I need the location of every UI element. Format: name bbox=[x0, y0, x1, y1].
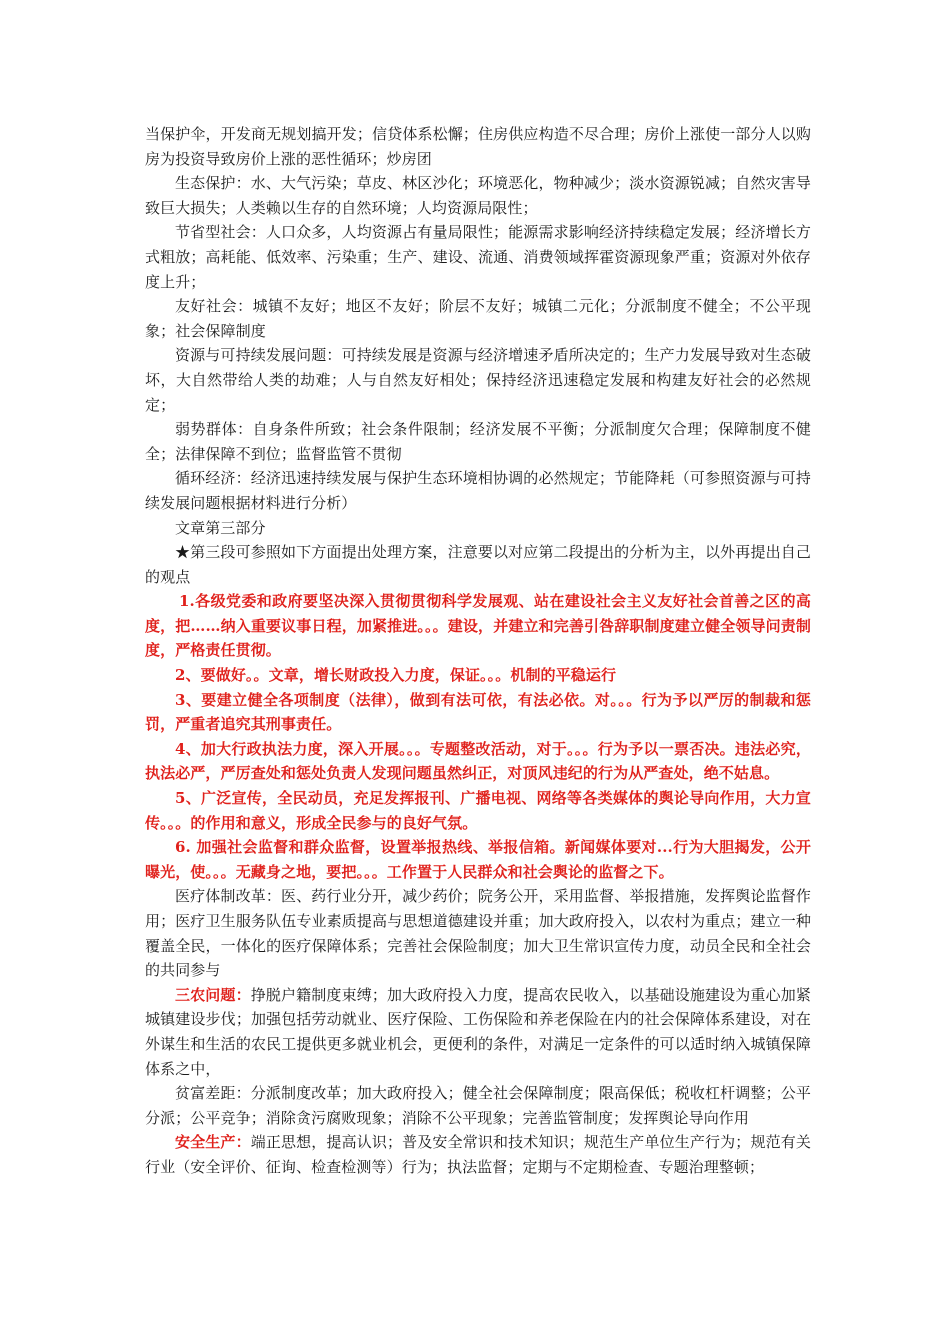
paragraph-work-safety bbox=[145, 1130, 811, 1179]
section-heading-part-three: 文章第三部分 bbox=[175, 518, 266, 537]
label-three-rural: 三农问题： bbox=[175, 985, 251, 1004]
label-work-safety: 安全生产： bbox=[175, 1133, 251, 1152]
paragraph-ecology: 生态保护：水、大气污染；草皮、林区沙化；环境恶化，物种减少；淡水资源锐减；自然灾害导致巨大损失；人类赖以生存的自然环境；人均资源局限性； bbox=[145, 174, 811, 217]
paragraph-housing-continued: 当保护伞，开发商无规划搞开发；信贷体系松懈；住房供应构造不尽合理；房价上涨使一部分人以购房为投资导致房价上涨的恶性循环；炒房团 bbox=[145, 125, 811, 168]
paragraph-friendly-society: 友好社会：城镇不友好；地区不友好；阶层不友好；城镇二元化；分派制度不健全；不公平现象；社会保障制度 bbox=[145, 297, 811, 340]
paragraph-medical-reform: 医疗体制改革：医、药行业分开，减少药价；院务公开，采用监督、举报措施，发挥舆论监督作用；医疗卫生服务队伍专业素质提高与思想道德建设并重；加大政府投入，以农村为重点；建立一种覆盖全民，一体化的医疗保障体系；完善社会保险制度；加大卫生常识宣传力度，动员全民和全社会的共同参与 bbox=[145, 887, 811, 980]
red-point-5: 5、广泛宣传，全民动员，充足发挥报刊、广播电视、网络等各类媒体的舆论导向作用，大力宣传。。。的作用和意义，形成全民参与的良好气氛。 bbox=[145, 789, 811, 832]
text-three-rural: 挣脱户籍制度束缚；加大政府投入力度，提高农民收入，以基础设施建设为重心加紧城镇建设步伐；加强包括劳动就业、医疗保险、工伤保险和养老保险在内的社会保障体系建设，对在外谋生和生活的农民工提供更多就业机会，更便利的条件，对满足一定条件的可以适时纳入城镇保障体系之中， bbox=[145, 985, 811, 1078]
paragraph-wealth-gap: 贫富差距：分派制度改革；加大政府投入；健全社会保障制度；限高保低；税收杠杆调整；公平分派；公平竞争；消除贪污腐败现象；消除不公平现象；完善监管制度；发挥舆论导向作用 bbox=[145, 1084, 811, 1127]
paragraph-three-rural bbox=[145, 983, 811, 1081]
paragraph-circular-economy: 循环经济：经济迅速持续发展与保护生态环境相协调的必然规定；节能降耗（可参照资源与可持续发展问题根据材料进行分析） bbox=[145, 469, 811, 512]
red-point-1: 1.各级党委和政府要坚决深入贯彻贯彻科学发展观、站在建设社会主义友好社会首善之区的高度，把……纳入重要议事日程，加紧推进。。。建设，并建立和完善引咎辞职制度建立健全领导问责制度，严格责任贯彻。 bbox=[145, 592, 811, 660]
text-work-safety: 端正思想，提高认识；普及安全常识和技术知识；规范生产单位生产行为；规范有关行业（安全评价、征询、检查检测等）行为；执法监督；定期与不定期检查、专题治理整顿； bbox=[145, 1133, 811, 1176]
paragraph-sustainable-development: 资源与可持续发展问题：可持续发展是资源与经济增速矛盾所决定的；生产力发展导致对生态破坏，大自然带给人类的劫难；人与自然友好相处；保持经济迅速稳定发展和构建友好社会的必然规定； bbox=[145, 346, 811, 414]
paragraph-saving-society: 节省型社会：人口众多，人均资源占有量局限性；能源需求影响经济持续稳定发展；经济增长方式粗放；高耗能、低效率、污染重；生产、建设、流通、消费领域挥霍资源现象严重；资源对外依存度上升； bbox=[145, 223, 811, 291]
red-point-4: 4、加大行政执法力度，深入开展。。。专题整改活动，对于。。。行为予以一票否决。违法必究，执法必严，严厉查处和惩处负责人发现问题虽然纠正，对顶风违纪的行为从严查处，绝不姑息。 bbox=[145, 739, 811, 783]
document-body bbox=[145, 122, 811, 1180]
red-point-3: 3、要建立健全各项制度（法律），做到有法可依，有法必依。对。。。行为予以严厉的制裁和惩罚，严重者追究其刑事责任。 bbox=[145, 690, 811, 734]
red-point-2: 2、要做好。。文章，增长财政投入力度，保证。。。机制的平稳运行 bbox=[175, 666, 617, 685]
paragraph-part-three-intro: ★第三段可参照如下方面提出处理方案，注意要以对应第二段提出的分析为主，以外再提出自己的观点 bbox=[145, 543, 811, 586]
red-point-6: 6. 加强社会监督和群众监督，设置举报热线、举报信箱。新闻媒体要对...行为大胆揭发，公开曝光，使。。。无藏身之地，要把。。。工作置于人民群众和社会舆论的监督之下。 bbox=[145, 838, 811, 881]
paragraph-vulnerable-groups: 弱势群体：自身条件所致；社会条件限制；经济发展不平衡；分派制度欠合理；保障制度不健全；法律保障不到位；监督监管不贯彻 bbox=[145, 420, 811, 463]
